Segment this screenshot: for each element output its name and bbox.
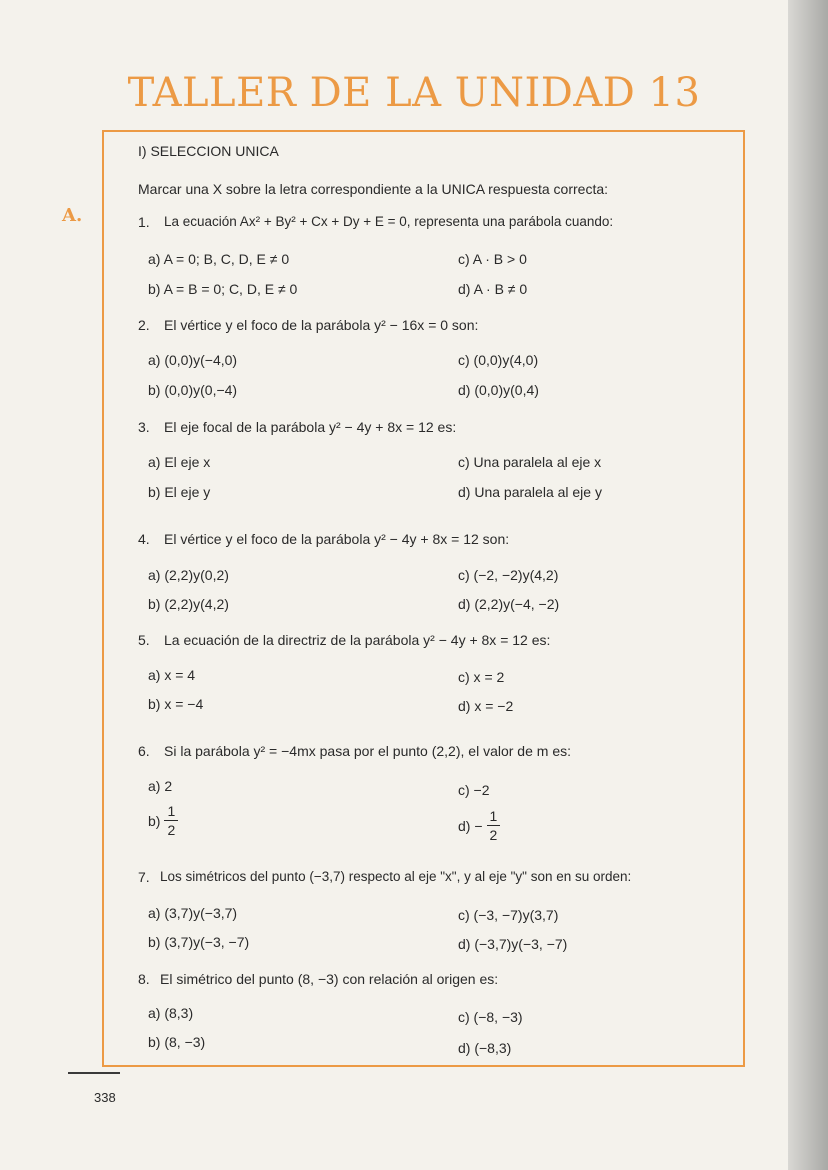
question-number: 5. bbox=[138, 632, 150, 648]
fraction-numerator: 1 bbox=[487, 807, 501, 826]
fraction-denominator: 2 bbox=[167, 822, 176, 838]
option-a: a) (3,7)y(−3,7) bbox=[148, 905, 238, 921]
option-c: c) (−2, −2)y(4,2) bbox=[458, 567, 559, 583]
question-number: 2. bbox=[138, 317, 150, 333]
option-c: c) (0,0)y(4,0) bbox=[458, 352, 539, 368]
option-a: a) 2 bbox=[148, 778, 173, 794]
question-text: Los simétricos del punto (−3,7) respecto al eje "x", y al eje "y" son en su orden: bbox=[160, 869, 632, 884]
option-c: c) (−8, −3) bbox=[458, 1009, 523, 1025]
option-label: b) bbox=[148, 812, 161, 829]
option-b: b) x = −4 bbox=[148, 696, 204, 712]
option-d: d) (0,0)y(0,4) bbox=[458, 382, 539, 398]
option-b-fraction bbox=[148, 802, 178, 839]
option-d: d) (2,2)y(−4, −2) bbox=[458, 596, 560, 612]
option-d: d) (−8,3) bbox=[458, 1040, 512, 1056]
option-b: b) (2,2)y(4,2) bbox=[148, 596, 229, 612]
option-d-fraction bbox=[458, 807, 500, 844]
question-text: El eje focal de la parábola y² − 4y + 8x = 12 es: bbox=[164, 419, 457, 435]
section-letter: A. bbox=[62, 205, 83, 226]
option-b: b) El eje y bbox=[148, 484, 211, 500]
option-d: d) x = −2 bbox=[458, 698, 514, 714]
option-a: a) x = 4 bbox=[148, 667, 196, 683]
option-a: a) El eje x bbox=[148, 454, 211, 470]
option-c: c) A · B > 0 bbox=[458, 251, 527, 267]
question-number: 7. bbox=[138, 869, 150, 885]
question-number: 8. bbox=[138, 971, 150, 987]
option-c: c) −2 bbox=[458, 782, 490, 798]
footer-rule bbox=[68, 1072, 120, 1074]
fraction-numerator: 1 bbox=[164, 802, 178, 821]
question-text: El simétrico del punto (8, −3) con relación al origen es: bbox=[160, 971, 499, 987]
option-a: a) (2,2)y(0,2) bbox=[148, 567, 229, 583]
fraction-denominator: 2 bbox=[489, 827, 498, 843]
question-number: 6. bbox=[138, 743, 150, 759]
instruction-text: Marcar una X sobre la letra correspondiente a la UNICA respuesta correcta: bbox=[138, 181, 609, 197]
question-number: 3. bbox=[138, 419, 150, 435]
option-d: d) Una paralela al eje y bbox=[458, 484, 602, 500]
section-heading: I) SELECCION UNICA bbox=[138, 143, 279, 159]
question-text: La ecuación de la directriz de la parábola y² − 4y + 8x = 12 es: bbox=[164, 632, 551, 648]
option-c: c) x = 2 bbox=[458, 669, 505, 685]
option-b: b) (8, −3) bbox=[148, 1034, 206, 1050]
option-b: b) (0,0)y(0,−4) bbox=[148, 382, 238, 398]
question-text: Si la parábola y² = −4mx pasa por el punto (2,2), el valor de m es: bbox=[164, 743, 571, 759]
page-number: 338 bbox=[94, 1090, 116, 1105]
option-d: d) (−3,7)y(−3, −7) bbox=[458, 936, 568, 952]
question-text: El vértice y el foco de la parábola y² − 4y + 8x = 12 son: bbox=[164, 531, 510, 547]
option-a: a) A = 0; B, C, D, E ≠ 0 bbox=[148, 251, 290, 267]
option-d: d) A · B ≠ 0 bbox=[458, 281, 528, 297]
page-edge-shadow bbox=[788, 0, 828, 1170]
page-title: TALLER DE LA UNIDAD 13 bbox=[127, 70, 701, 116]
option-b: b) A = B = 0; C, D, E ≠ 0 bbox=[148, 281, 298, 297]
option-b: b) (3,7)y(−3, −7) bbox=[148, 934, 250, 950]
option-a: a) (0,0)y(−4,0) bbox=[148, 352, 238, 368]
question-number: 1. bbox=[138, 214, 150, 230]
option-a: a) (8,3) bbox=[148, 1005, 194, 1021]
option-label: d) − bbox=[458, 817, 483, 834]
option-c: c) (−3, −7)y(3,7) bbox=[458, 907, 559, 923]
option-c: c) Una paralela al eje x bbox=[458, 454, 602, 470]
question-number: 4. bbox=[138, 531, 150, 547]
question-text: La ecuación Ax² + By² + Cx + Dy + E = 0, representa una parábola cuando: bbox=[164, 214, 614, 229]
question-text: El vértice y el foco de la parábola y² − 16x = 0 son: bbox=[164, 317, 479, 333]
